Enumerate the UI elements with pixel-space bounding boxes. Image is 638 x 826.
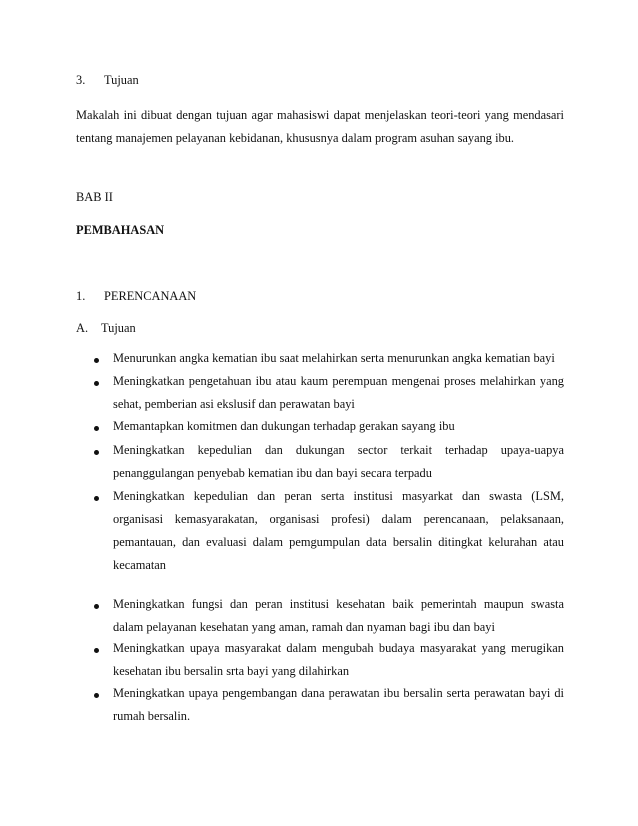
list-item-line: kesehatan ibu bersalin srta bayi yang dilahirkan bbox=[113, 664, 350, 678]
bullet-icon bbox=[94, 604, 99, 609]
subsection-a-title: Tujuan bbox=[101, 321, 136, 335]
list-item-line: kecamatan bbox=[113, 558, 166, 572]
list-item-line: penanggulangan penyebab kematian ibu dan bayi secara terpadu bbox=[113, 466, 432, 480]
list-item-line: Meningkatkan fungsi dan peran institusi kesehatan baik pemerintah maupun swasta bbox=[113, 597, 564, 611]
list-item-line: Memantapkan komitmen dan dukungan terhadap gerakan sayang ibu bbox=[113, 419, 455, 433]
section-3-title: Tujuan bbox=[104, 73, 139, 87]
bullet-icon bbox=[94, 693, 99, 698]
intro-line-2: tentang manajemen pelayanan kebidanan, khususnya dalam program asuhan sayang ibu. bbox=[76, 131, 515, 145]
list-item-line: organisasi kemasyarakatan, organisasi profesi) dalam perencanaan, pelaksanaan, bbox=[113, 512, 564, 526]
list-item-line: sehat, pemberian asi ekslusif dan perawatan bayi bbox=[113, 397, 355, 411]
list-item-line: Meningkatkan upaya pengembangan dana perawatan ibu bersalin serta perawatan bayi di bbox=[113, 686, 564, 700]
list-item-line: rumah bersalin. bbox=[113, 709, 191, 723]
list-item-line: Menurunkan angka kematian ibu saat melahirkan serta menurunkan angka kematian bayi bbox=[113, 351, 555, 365]
bullet-icon bbox=[94, 496, 99, 501]
bullet-icon bbox=[94, 648, 99, 653]
section-1-title: PERENCANAAN bbox=[104, 289, 197, 303]
list-item-line: Meningkatkan kepedulian dan peran serta institusi masyarkat dan swasta (LSM, bbox=[113, 489, 564, 503]
bab-title: PEMBAHASAN bbox=[76, 223, 165, 237]
intro-line-1: Makalah ini dibuat dengan tujuan agar mahasiswi dapat menjelaskan teori-teori yang mendasari bbox=[76, 108, 564, 122]
list-item-line: dalam pelayanan kesehatan yang aman, ramah dan nyaman bagi ibu dan bayi bbox=[113, 620, 495, 634]
bullet-icon bbox=[94, 381, 99, 386]
bab-label: BAB II bbox=[76, 190, 113, 204]
section-3-number: 3. bbox=[76, 73, 86, 87]
subsection-a-letter: A. bbox=[76, 321, 89, 335]
bullet-icon bbox=[94, 426, 99, 431]
list-item-line: Meningkatkan kepedulian dan dukungan sector terkait terhadap upaya-uapya bbox=[113, 443, 564, 457]
bullet-icon bbox=[94, 450, 99, 455]
list-item-line: Meningkatkan upaya masyarakat dalam mengubah budaya masyarakat yang merugikan bbox=[113, 641, 564, 655]
list-item-line: pemantauan, dan evaluasi dalam pemgumpulan data bersalin ditingkat kelurahan atau bbox=[113, 535, 564, 549]
list-item-line: Meningkatkan pengetahuan ibu atau kaum perempuan mengenai proses melahirkan yang bbox=[113, 374, 564, 388]
bullet-icon bbox=[94, 358, 99, 363]
section-1-number: 1. bbox=[76, 289, 86, 303]
